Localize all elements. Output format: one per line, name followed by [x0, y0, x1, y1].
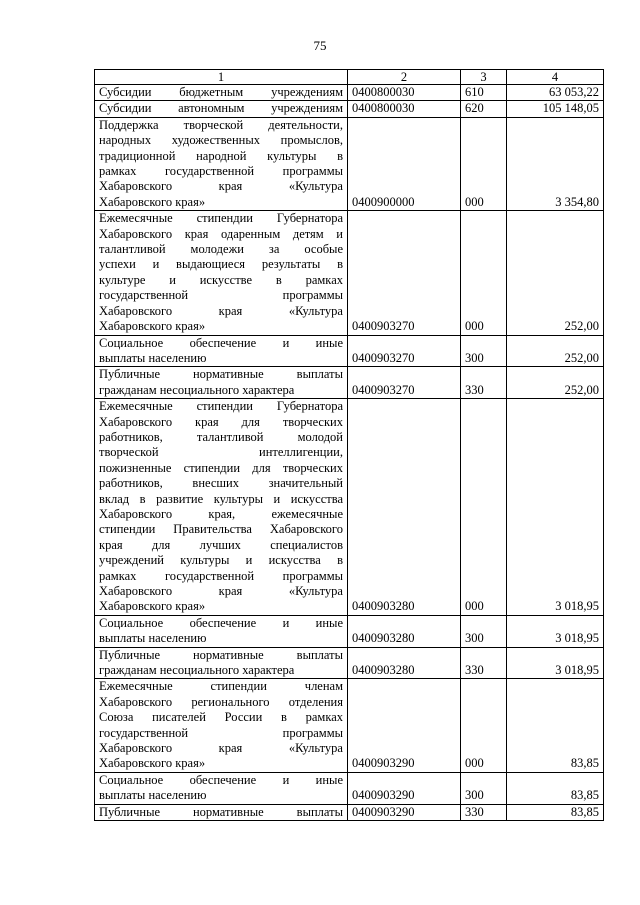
amount-cell: 83,85: [507, 804, 604, 820]
amount-cell: 3 018,95: [507, 647, 604, 679]
amount-cell: 252,00: [507, 335, 604, 367]
row-name-line: Публичные нормативные выплаты: [99, 367, 343, 382]
row-name-cell: [95, 367, 348, 399]
row-name-line: края для лучших специалистов: [99, 537, 343, 552]
row-name-line: Хабаровского края «Культура: [99, 179, 343, 194]
row-name-line: гражданам несоциального характера: [99, 382, 295, 397]
expense-type-cell: 000: [461, 399, 507, 616]
target-code-cell: 0400903280: [348, 399, 461, 616]
column-header: 1: [95, 70, 348, 85]
amount-cell: 3 018,95: [507, 399, 604, 616]
amount-cell: 3 018,95: [507, 615, 604, 647]
expense-type-cell: 300: [461, 772, 507, 804]
amount-cell: 3 354,80: [507, 117, 604, 210]
expense-type-cell: 000: [461, 211, 507, 335]
expense-type-cell: 000: [461, 117, 507, 210]
expense-type-cell: 330: [461, 647, 507, 679]
row-name-cell: [95, 211, 348, 335]
row-name-line: Хабаровского края, ежемесячные: [99, 506, 343, 521]
row-name-line: выплаты населению: [99, 631, 207, 646]
amount-cell: 105 148,05: [507, 101, 604, 117]
expense-type-cell: 000: [461, 679, 507, 772]
row-name-line: стипендии Правительства Хабаровского: [99, 522, 343, 537]
target-code-cell: 0400903290: [348, 804, 461, 820]
row-name-line: Хабаровского края одаренным детям и: [99, 226, 343, 241]
table-row: [95, 615, 604, 647]
row-name-line: Ежемесячные стипендии членам: [99, 679, 343, 694]
table-row: [95, 117, 604, 210]
row-name-cell: [95, 117, 348, 210]
row-name-cell: [95, 399, 348, 616]
target-code-cell: 0400903270: [348, 367, 461, 399]
column-header: 2: [348, 70, 461, 85]
row-name-line: Хабаровского края»: [99, 599, 206, 614]
row-name-line: государственной программы: [99, 725, 343, 740]
column-header: 4: [507, 70, 604, 85]
row-name-line: Ежемесячные стипендии Губернатора: [99, 211, 343, 226]
amount-cell: 63 053,22: [507, 85, 604, 101]
row-name-line: культуре и искусстве в рамках: [99, 272, 343, 287]
target-code-cell: 0400800030: [348, 101, 461, 117]
target-code-cell: 0400800030: [348, 85, 461, 101]
row-name-line: Хабаровского края для творческих: [99, 414, 343, 429]
amount-cell: 252,00: [507, 367, 604, 399]
row-name-line: рамках государственной программы: [99, 164, 343, 179]
row-name-line: Социальное обеспечение и иные: [99, 335, 343, 350]
row-name-line: Субсидии бюджетным учреждениям: [99, 85, 343, 99]
expense-type-cell: 300: [461, 335, 507, 367]
row-name-line: учреждений культуры и искусства в: [99, 553, 343, 568]
row-name-line: Поддержка творческой деятельности,: [99, 117, 343, 132]
row-name-cell: [95, 804, 348, 820]
row-name-line: народных художественных промыслов,: [99, 133, 343, 148]
row-name-line: государственной программы: [99, 288, 343, 303]
expense-type-cell: 330: [461, 804, 507, 820]
row-name-line: Субсидии автономным учреждениям: [99, 101, 343, 116]
expense-type-cell: 610: [461, 85, 507, 101]
table-row: [95, 85, 604, 101]
row-name-line: работников, талантливой молодой: [99, 429, 343, 444]
row-name-line: Хабаровского края»: [99, 319, 206, 334]
table-row: [95, 367, 604, 399]
row-name-line: Социальное обеспечение и иные: [99, 615, 343, 630]
table-row: [95, 335, 604, 367]
row-name-line: выплаты населению: [99, 788, 207, 803]
row-name-line: пожизненные стипендии для творческих: [99, 460, 343, 475]
amount-cell: 83,85: [507, 772, 604, 804]
target-code-cell: 0400903290: [348, 772, 461, 804]
row-name-line: Хабаровского регионального отделения: [99, 694, 343, 709]
target-code-cell: 0400900000: [348, 117, 461, 210]
row-name-line: Публичные нормативные выплаты: [99, 647, 343, 662]
row-name-line: Социальное обеспечение и иные: [99, 772, 343, 787]
amount-cell: 252,00: [507, 211, 604, 335]
target-code-cell: 0400903280: [348, 647, 461, 679]
row-name-cell: [95, 335, 348, 367]
row-name-cell: [95, 772, 348, 804]
row-name-line: Хабаровского края «Культура: [99, 741, 343, 756]
row-name-line: Хабаровского края»: [99, 756, 206, 771]
table-row: [95, 399, 604, 616]
target-code-cell: 0400903280: [348, 615, 461, 647]
table-row: [95, 211, 604, 335]
row-name-line: Союза писателей России в рамках: [99, 710, 343, 725]
row-name-line: творческой интеллигенции,: [99, 445, 343, 460]
row-name-cell: [95, 647, 348, 679]
expense-type-cell: 620: [461, 101, 507, 117]
row-name-cell: [95, 101, 348, 117]
row-name-line: традиционной народной культуры в: [99, 148, 343, 163]
row-name-line: талантливой молодежи за особые: [99, 242, 343, 257]
expense-type-cell: 330: [461, 367, 507, 399]
table-row: [95, 772, 604, 804]
row-name-line: Публичные нормативные выплаты: [99, 804, 343, 819]
row-name-line: вклад в развитие культуры и искусства: [99, 491, 343, 506]
expense-type-cell: 300: [461, 615, 507, 647]
row-name-cell: [95, 615, 348, 647]
target-code-cell: 0400903270: [348, 335, 461, 367]
row-name-line: Ежемесячные стипендии Губернатора: [99, 399, 343, 414]
row-name-cell: [95, 679, 348, 772]
table-row: [95, 679, 604, 772]
column-header: 3: [461, 70, 507, 85]
table-row: [95, 647, 604, 679]
row-name-cell: [95, 85, 348, 101]
row-name-line: работников, внесших значительный: [99, 476, 343, 491]
target-code-cell: 0400903290: [348, 679, 461, 772]
row-name-line: Хабаровского края»: [99, 194, 206, 209]
row-name-line: выплаты населению: [99, 350, 207, 365]
row-name-line: гражданам несоциального характера: [99, 663, 295, 678]
row-name-line: успехи и выдающиеся результаты в: [99, 257, 343, 272]
row-name-line: рамках государственной программы: [99, 568, 343, 583]
row-name-line: Хабаровского края «Культура: [99, 584, 343, 598]
table-row: [95, 804, 604, 820]
amount-cell: 83,85: [507, 679, 604, 772]
page-number: 75: [313, 38, 327, 53]
table-header-row: [95, 70, 604, 85]
target-code-cell: 0400903270: [348, 211, 461, 335]
table-row: [95, 101, 604, 117]
row-name-line: Хабаровского края «Культура: [99, 303, 343, 318]
budget-table: [94, 69, 604, 821]
